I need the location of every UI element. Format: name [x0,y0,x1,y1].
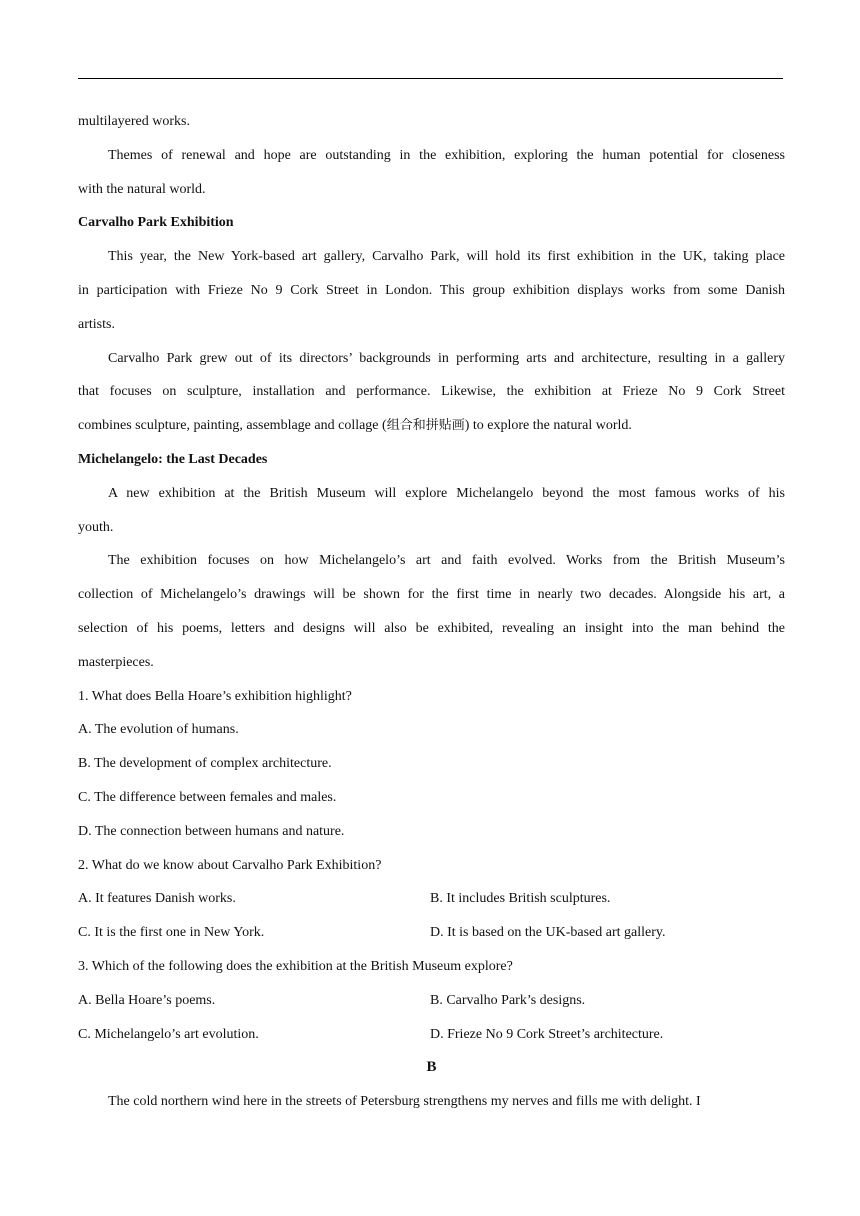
carvalho-p1-line-2: in participation with Frieze No 9 Cork Street in London. This group exhibition displays works from some Danish [78,282,785,298]
carvalho-p2-line-3-cjk: 组合和拼贴画 [386,418,465,434]
carvalho-p1-line-3: artists. [78,316,115,332]
themes-paragraph-line-2: with the natural world. [78,181,206,197]
carvalho-p2-line-3-a: combines sculpture, painting, assemblage and collage ( [78,418,387,434]
question-2-option-b: B. It includes British sculptures. [430,891,611,907]
question-3-option-d: D. Frieze No 9 Cork Street’s architecture. [430,1026,664,1042]
header-rule [78,78,783,79]
carvalho-heading: Carvalho Park Exhibition [78,215,234,231]
question-2-stem: 2. What do we know about Carvalho Park Exhibition? [78,857,382,873]
question-1-option-c: C. The difference between females and males. [78,789,337,805]
question-3-stem: 3. Which of the following does the exhibition at the British Museum explore? [78,958,513,974]
carvalho-p1-line-1: This year, the New York-based art gallery, Carvalho Park, will hold its first exhibition in the UK, taking place [108,249,785,265]
question-3-options-row-1 [78,984,785,1018]
carvalho-p2-line-3-b: ) to explore the natural world. [464,418,632,434]
paragraph-continuation: multilayered works. [78,114,190,129]
question-3-option-c: C. Michelangelo’s art evolution. [78,1026,259,1042]
michelangelo-p1-line-1: A new exhibition at the British Museum will explore Michelangelo beyond the most famous works of his [108,485,785,501]
question-2-options-row-1 [78,882,785,916]
question-1-option-a: A. The evolution of humans. [78,722,239,738]
michelangelo-p1-line-2: youth. [78,519,114,535]
michelangelo-p2-line-3: selection of his poems, letters and designs will also be exhibited, revealing an insight into the man behind the [78,620,785,636]
question-2-option-a: A. It features Danish works. [78,891,236,907]
question-1-stem: 1. What does Bella Hoare’s exhibition highlight? [78,688,352,704]
section-b-line-1: The cold northern wind here in the streets of Petersburg strengthens my nerves and fills me with delight. I [108,1094,701,1110]
question-3-options-row-2 [78,1018,785,1052]
question-1-option-d: D. The connection between humans and nature. [78,823,345,839]
section-b-heading: B [426,1059,437,1076]
question-2-option-d: D. It is based on the UK-based art gallery. [430,925,666,941]
carvalho-p2-line-1: Carvalho Park grew out of its directors’ backgrounds in performing arts and architecture, resulting in a gallery [108,350,785,366]
document-body [78,105,785,1119]
themes-paragraph-line-1: Themes of renewal and hope are outstanding in the exhibition, exploring the human potential for closeness [108,147,785,163]
michelangelo-p2-line-2: collection of Michelangelo’s drawings will be shown for the first time in nearly two decades. Alongside his art, a [78,587,785,603]
carvalho-p2-line-3 [78,409,785,443]
question-3-option-a: A. Bella Hoare’s poems. [78,992,216,1008]
question-3-option-b: B. Carvalho Park’s designs. [430,992,586,1008]
michelangelo-p2-line-1: The exhibition focuses on how Michelangelo’s art and faith evolved. Works from the British Museum’s [108,553,785,569]
question-1-option-b: B. The development of complex architecture. [78,756,332,772]
question-2-options-row-2 [78,916,785,950]
carvalho-p2-line-2: that focuses on sculpture, installation and performance. Likewise, the exhibition at Frieze No 9 Cork Street [78,384,785,400]
michelangelo-p2-line-4: masterpieces. [78,654,154,670]
michelangelo-heading: Michelangelo: the Last Decades [78,451,268,467]
question-2-option-c: C. It is the first one in New York. [78,925,265,941]
